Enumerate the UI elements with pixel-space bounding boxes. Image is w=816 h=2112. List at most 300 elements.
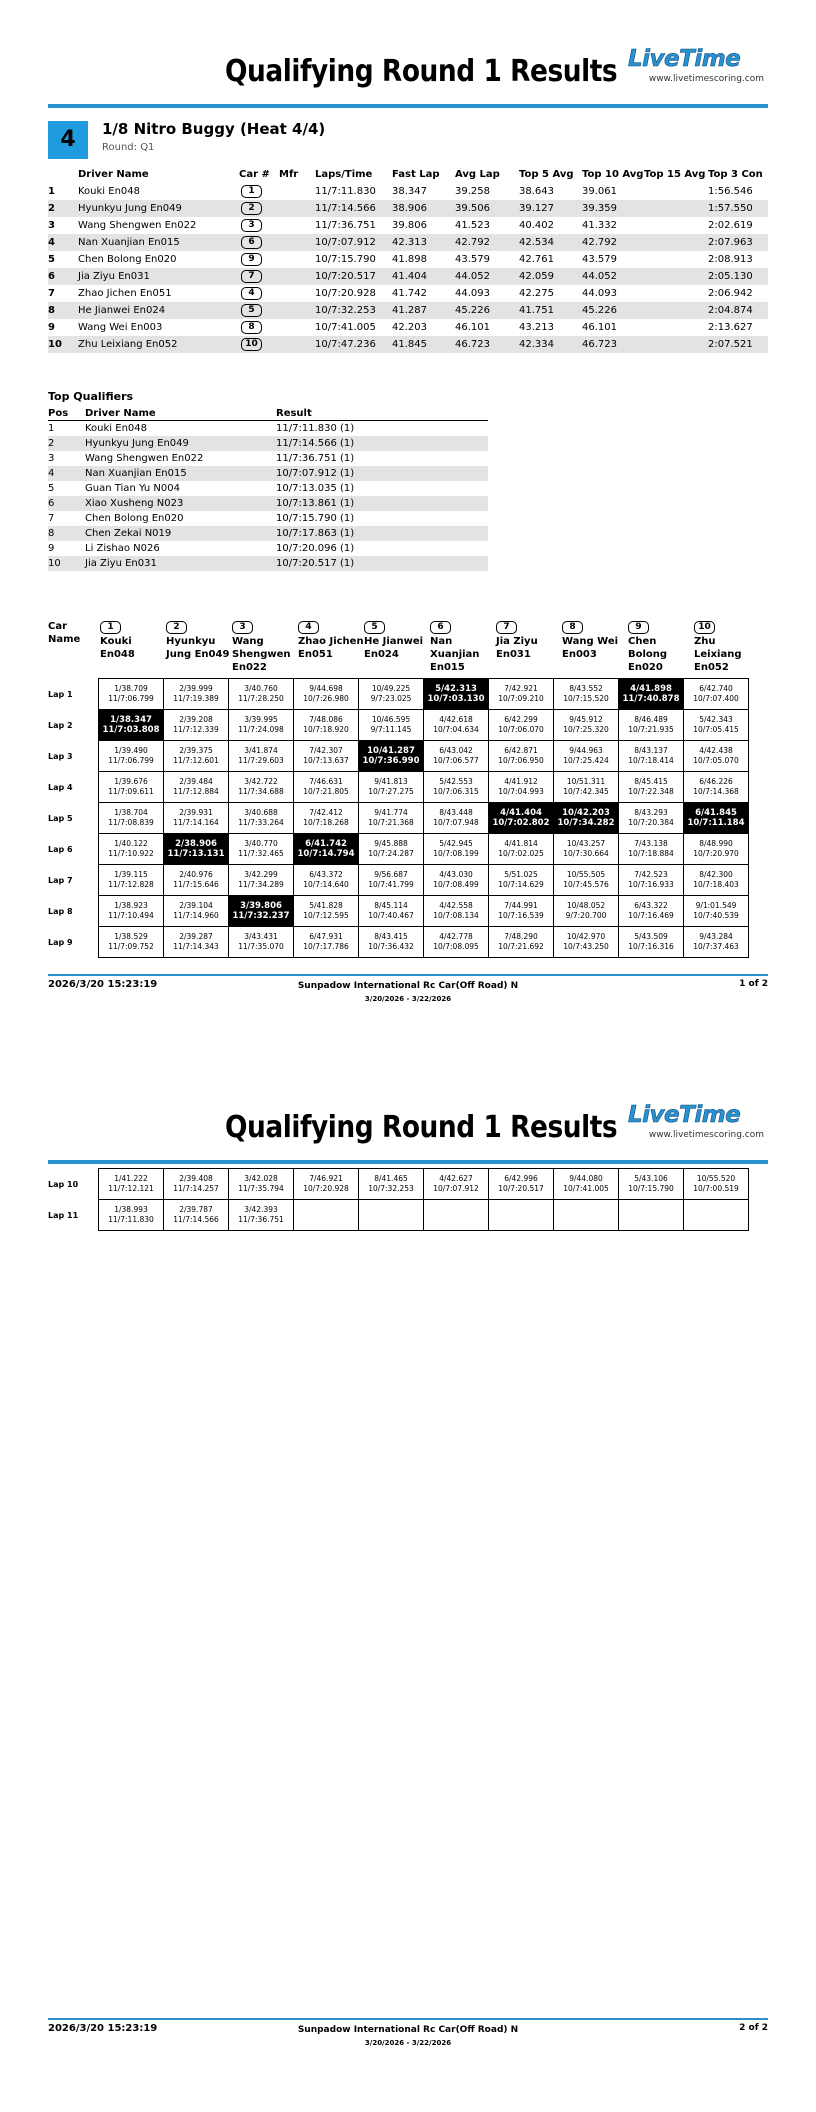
lap-total-time: 11/7:09.611 [108, 787, 154, 796]
lap-cell [619, 896, 684, 927]
lap-cell [359, 834, 424, 865]
lap-cell [684, 927, 749, 958]
logo-url-2: www.livetimescoring.com [648, 1130, 764, 1140]
top-qualifiers-header-0: Pos [48, 406, 85, 421]
results-cell-driver: Wang Wei En003 [78, 322, 163, 333]
lap-cell [554, 1169, 619, 1200]
footer-page-number-2: 2 of 2 [739, 2023, 768, 2033]
lap-time: 6/43.322 [634, 901, 668, 910]
results-cell-fast: 41.287 [392, 302, 455, 319]
results-cell-pos: 3 [48, 220, 55, 231]
footer-event: Sunpadow International Rc Car(Off Road) N [297, 981, 519, 991]
lap-total-time: 9/7:20.700 [565, 911, 607, 920]
lap-total-time: 10/7:15.520 [563, 694, 609, 703]
lap-total-time: 9/7:11.145 [370, 725, 412, 734]
lap-time: 1/41.222 [114, 1174, 148, 1183]
lap-time: 2/39.931 [179, 808, 213, 817]
lap-total-time: 10/7:20.928 [303, 1184, 349, 1193]
results-header-6: Avg Lap [455, 168, 500, 180]
lap-time: 10/48.052 [566, 901, 606, 910]
lap-time: 10/43.257 [566, 839, 606, 848]
top-qualifiers-cell-driver: Guan Tian Yu N004 [85, 483, 180, 494]
top-qualifiers-cell-driver: Chen Bolong En020 [85, 513, 184, 524]
results-cell-top3: 2:13.627 [708, 322, 753, 333]
lap-total-time: 11/7:12.339 [173, 725, 219, 734]
top-qualifiers-row [48, 466, 488, 481]
lap-time: 5/42.343 [699, 715, 733, 724]
lap-cell [619, 1169, 684, 1200]
lap-time: 2/39.104 [179, 901, 213, 910]
results-cell-mfr [279, 217, 315, 234]
top-qualifiers-cell-pos: 1 [48, 423, 55, 434]
top-qualifiers-cell-pos: 7 [48, 513, 55, 524]
lap-cell [489, 741, 554, 772]
lap-cell [294, 927, 359, 958]
results-header-10: Top 3 Con [708, 168, 763, 180]
top-qualifiers-cell-driver: Wang Shengwen En022 [85, 453, 204, 464]
results-cell-mfr [279, 319, 315, 336]
lap-time: 1/38.704 [114, 808, 148, 817]
lap-total-time: 10/7:27.275 [368, 787, 414, 796]
lap-cell [489, 710, 554, 741]
lap-cell [684, 1169, 749, 1200]
results-cell-avg: 43.579 [455, 254, 490, 265]
lap-time: 7/42.921 [504, 684, 538, 693]
results-cell-driver: Zhao Jichen En051 [78, 288, 172, 299]
lap-total-time: 11/7:24.098 [238, 725, 284, 734]
lap-total-time: 10/7:18.920 [303, 725, 349, 734]
lap-cell [424, 1169, 489, 1200]
lap-row [48, 710, 749, 741]
results-cell-laps: 11/7:36.751 [315, 220, 376, 231]
lap-total-time: 10/7:18.414 [628, 756, 674, 765]
lap-time: 8/45.114 [374, 901, 408, 910]
results-cell-avg: 41.523 [455, 220, 490, 231]
lap-time: 3/39.995 [244, 715, 278, 724]
lap-time: 9/44.698 [309, 684, 343, 693]
lap-cell [684, 741, 749, 772]
top-qualifiers-cell-result: 10/7:13.035 (1) [276, 483, 355, 494]
lap-total-time: 11/7:08.839 [108, 818, 154, 827]
results-cell-pos: 9 [48, 322, 55, 333]
lap-total-time: 10/7:06.070 [498, 725, 544, 734]
lap-cell-fastest [424, 679, 489, 710]
results-row [48, 217, 768, 234]
lap-time: 6/42.996 [504, 1174, 538, 1183]
results-cell-car [239, 234, 279, 251]
logo-text: LiveTime [628, 46, 741, 72]
lap-label: Lap 1 [48, 689, 73, 699]
top-qualifiers-row [48, 541, 488, 556]
lap-time: 2/39.208 [179, 715, 213, 724]
lap-total-time: 10/7:36.990 [362, 756, 420, 766]
driver-name: Zhu Leixiang En052 [694, 636, 742, 673]
lap-time: 6/46.226 [699, 777, 733, 786]
lap-cell-fastest [359, 741, 424, 772]
lap-time: 2/39.484 [179, 777, 213, 786]
lap-time: 4/42.558 [439, 901, 473, 910]
results-cell-laps: 11/7:11.830 [315, 186, 376, 197]
results-row [48, 183, 768, 200]
lap-cell [229, 1169, 294, 1200]
results-cell-top5: 42.334 [519, 336, 582, 353]
top-qualifiers-cell-driver: Chen Zekai N019 [85, 526, 276, 541]
lap-total-time: 10/7:12.595 [303, 911, 349, 920]
lap-total-time: 10/7:34.282 [557, 818, 615, 828]
lap-cell [684, 1200, 749, 1231]
lap-cell [164, 1169, 229, 1200]
lap-total-time: 10/7:14.629 [498, 880, 544, 889]
lap-chart-column-header [298, 620, 364, 661]
lap-total-time: 11/7:32.237 [232, 911, 290, 921]
top-qualifiers-cell-driver: Li Zishao N026 [85, 543, 160, 554]
lap-time: 8/41.465 [374, 1174, 408, 1183]
lap-time: 10/41.287 [367, 746, 415, 756]
lap-total-time: 10/7:07.400 [693, 694, 739, 703]
lap-total-time: 10/7:02.802 [492, 818, 550, 828]
lap-cell [359, 1169, 424, 1200]
lap-total-time: 10/7:20.384 [628, 818, 674, 827]
lap-time: 4/42.438 [699, 746, 733, 755]
lap-time: 1/39.490 [114, 746, 148, 755]
top-qualifiers-header-1: Driver Name [85, 406, 276, 421]
lap-time: 3/40.770 [244, 839, 278, 848]
top-qualifiers-cell-pos: 8 [48, 526, 85, 541]
results-header-8: Top 10 Avg [582, 168, 644, 180]
lap-time: 10/42.203 [562, 808, 610, 818]
lap-time: 10/49.225 [371, 684, 411, 693]
lap-label: Lap 6 [48, 844, 73, 854]
results-header-5: Fast Lap [392, 168, 440, 180]
lap-total-time: 10/7:04.634 [433, 725, 479, 734]
lap-total-time: 10/7:13.637 [303, 756, 349, 765]
lap-cell [424, 710, 489, 741]
driver-name: Zhao Jichen En051 [298, 636, 364, 660]
lap-total-time: 10/7:40.539 [693, 911, 739, 920]
lap-time: 6/42.740 [699, 684, 733, 693]
lap-cell [294, 772, 359, 803]
lap-time: 7/42.412 [309, 808, 343, 817]
lap-chart-label: Car Name [48, 621, 81, 645]
lap-total-time: 11/7:14.257 [173, 1184, 219, 1193]
lap-cell [99, 772, 164, 803]
lap-cell [489, 1200, 554, 1231]
lap-cell [99, 1200, 164, 1231]
lap-cell [554, 741, 619, 772]
lap-cell [619, 865, 684, 896]
results-cell-top3: 2:06.942 [708, 288, 753, 299]
results-cell-driver: Wang Shengwen En022 [78, 220, 197, 231]
results-cell-fast: 41.845 [392, 336, 455, 353]
lap-time: 1/38.529 [114, 932, 148, 941]
results-cell-pos: 2 [48, 200, 78, 217]
results-header-2: Car # [239, 168, 270, 180]
results-cell-fast: 41.898 [392, 254, 427, 265]
results-cell-top3: 2:07.521 [708, 336, 768, 353]
lap-cell [489, 896, 554, 927]
lap-time: 7/46.631 [309, 777, 343, 786]
lap-cell [359, 679, 424, 710]
lap-cell [294, 865, 359, 896]
lap-total-time: 10/7:07.912 [433, 1184, 479, 1193]
lap-cell [424, 772, 489, 803]
lap-total-time: 11/7:14.343 [173, 942, 219, 951]
lap-cell-fastest [554, 803, 619, 834]
results-cell-mfr [279, 302, 315, 319]
lap-cell [554, 772, 619, 803]
lap-cell-fastest [229, 896, 294, 927]
results-header-3: Mfr [279, 168, 299, 180]
lap-time: 3/42.299 [244, 870, 278, 879]
top-qualifiers-cell-result: 10/7:20.096 (1) [276, 543, 355, 554]
lap-total-time: 10/7:21.692 [498, 942, 544, 951]
results-cell-avg: 39.258 [455, 186, 490, 197]
lap-cell [684, 710, 749, 741]
car-number-badge: 2 [166, 621, 187, 634]
lap-time: 10/55.520 [696, 1174, 736, 1183]
lap-time: 5/42.945 [439, 839, 473, 848]
lap-cell-fastest [164, 834, 229, 865]
lap-time: 1/38.993 [114, 1205, 148, 1214]
lap-time: 4/42.778 [439, 932, 473, 941]
results-cell-fast: 41.404 [392, 268, 455, 285]
lap-cell [359, 1200, 424, 1231]
results-cell-pos: 8 [48, 302, 78, 319]
lap-time: 4/43.030 [439, 870, 473, 879]
car-number-badge: 7 [496, 621, 517, 634]
lap-label: Lap 10 [48, 1179, 79, 1189]
lap-total-time: 10/7:30.664 [563, 849, 609, 858]
results-cell-laps: 10/7:07.912 [315, 234, 392, 251]
results-header-1: Driver Name [78, 168, 149, 180]
lap-time: 2/40.976 [179, 870, 213, 879]
lap-time: 6/41.742 [305, 839, 347, 849]
footer-event-2: Sunpadow International Rc Car(Off Road) N [297, 2025, 519, 2035]
logo-text-2: LiveTime [628, 1102, 741, 1128]
lap-cell [229, 1200, 294, 1231]
lap-row [48, 834, 749, 865]
top-qualifiers-cell-pos: 2 [48, 436, 85, 451]
results-cell-driver: Kouki En048 [78, 186, 141, 197]
top-qualifiers-cell-driver: Hyunkyu Jung En049 [85, 436, 276, 451]
lap-total-time: 10/7:41.005 [563, 1184, 609, 1193]
lap-total-time: 11/7:14.960 [173, 911, 219, 920]
top-qualifiers-cell-pos: 3 [48, 453, 55, 464]
top-qualifiers-cell-pos: 9 [48, 543, 55, 554]
lap-cell [164, 741, 229, 772]
lap-cell [554, 927, 619, 958]
lap-time: 9/44.080 [569, 1174, 603, 1183]
results-cell-pos: 6 [48, 268, 78, 285]
results-row [48, 336, 768, 353]
header-rule [48, 104, 768, 108]
footer-page-number: 1 of 2 [739, 979, 768, 989]
car-number-badge: 6 [430, 621, 451, 634]
top-qualifiers-cell-result: 11/7:36.751 (1) [276, 453, 355, 464]
results-cell-top15 [644, 302, 708, 319]
lap-cell-fastest [294, 834, 359, 865]
footer-datetime-2: 2026/3/20 15:23:19 [48, 2023, 158, 2034]
results-cell-top15 [644, 251, 708, 268]
lap-cell [164, 803, 229, 834]
lap-total-time: 11/7:12.884 [173, 787, 219, 796]
results-cell-mfr [279, 234, 315, 251]
lap-total-time: 10/7:14.794 [297, 849, 355, 859]
lap-time: 3/43.431 [244, 932, 278, 941]
lap-time: 10/42.970 [566, 932, 606, 941]
lap-time: 5/42.313 [435, 684, 477, 694]
lap-time: 6/43.372 [309, 870, 343, 879]
results-cell-top3: 2:07.963 [708, 234, 768, 251]
results-cell-pos: 5 [48, 254, 55, 265]
lap-total-time: 10/7:08.134 [433, 911, 479, 920]
results-header-9: Top 15 Avg [644, 168, 706, 180]
lap-row [48, 803, 749, 834]
lap-total-time: 10/7:15.790 [628, 1184, 674, 1193]
lap-cell [99, 896, 164, 927]
lap-total-time: 10/7:41.799 [368, 880, 414, 889]
lap-cell [99, 803, 164, 834]
lap-cell [619, 803, 684, 834]
lap-time: 10/55.505 [566, 870, 606, 879]
driver-name: Hyunkyu Jung En049 [166, 636, 230, 660]
lap-total-time: 11/7:34.289 [238, 880, 284, 889]
top-qualifiers-cell-result: 10/7:17.863 (1) [276, 526, 488, 541]
results-cell-avg: 46.101 [455, 322, 490, 333]
lap-total-time: 11/7:19.389 [173, 694, 219, 703]
results-cell-pos: 10 [48, 336, 78, 353]
lap-total-time: 10/7:21.368 [368, 818, 414, 827]
lap-cell [99, 679, 164, 710]
top-qualifiers-cell-driver: Jia Ziyu En031 [85, 556, 276, 571]
heat-number-badge: 4 [48, 121, 88, 159]
lap-time: 4/42.627 [439, 1174, 473, 1183]
lap-total-time: 10/7:05.415 [693, 725, 739, 734]
lap-label: Lap 2 [48, 720, 73, 730]
results-cell-top10: 44.093 [582, 288, 617, 299]
lap-time: 2/38.906 [175, 839, 217, 849]
lap-time: 2/39.999 [179, 684, 213, 693]
top-qualifiers-row [48, 436, 488, 451]
lap-cell [359, 896, 424, 927]
lap-time: 10/51.311 [566, 777, 606, 786]
lap-total-time: 11/7:14.566 [173, 1215, 219, 1224]
top-qualifiers-cell-pos: 6 [48, 496, 85, 511]
footer-dates: 3/20/2026 - 3/22/2026 [364, 995, 452, 1003]
lap-time: 4/41.912 [504, 777, 538, 786]
results-cell-top10: 45.226 [582, 302, 644, 319]
livetime-logo-2 [628, 1102, 770, 1140]
results-cell-top10: 39.061 [582, 186, 617, 197]
top-qualifiers-cell-pos: 5 [48, 483, 55, 494]
lap-cell [294, 803, 359, 834]
results-cell-driver: Nan Xuanjian En015 [78, 234, 239, 251]
results-cell-top5: 42.534 [519, 234, 582, 251]
lap-time: 5/51.025 [504, 870, 538, 879]
results-cell-laps: 11/7:14.566 [315, 200, 392, 217]
lap-chart-column-header [100, 620, 166, 661]
lap-cell [99, 927, 164, 958]
lap-cell [229, 834, 294, 865]
logo-url: www.livetimescoring.com [648, 74, 764, 84]
results-cell-avg: 44.093 [455, 288, 490, 299]
lap-time: 3/39.806 [240, 901, 282, 911]
results-cell-fast: 39.806 [392, 220, 427, 231]
lap-chart-column-header [232, 620, 298, 674]
results-cell-car [239, 217, 279, 234]
lap-time: 6/47.931 [309, 932, 343, 941]
top-qualifiers-row [48, 496, 488, 511]
lap-row [48, 927, 749, 958]
lap-total-time: 11/7:03.808 [102, 725, 160, 735]
lap-cell [294, 741, 359, 772]
lap-cell [424, 927, 489, 958]
lap-cell [489, 772, 554, 803]
results-row [48, 234, 768, 251]
results-cell-top15 [644, 319, 708, 336]
lap-row [48, 1169, 749, 1200]
lap-cell [164, 865, 229, 896]
results-header-0 [48, 166, 78, 183]
lap-chart-column-header [430, 620, 496, 674]
lap-time: 5/41.828 [309, 901, 343, 910]
lap-total-time: 10/7:11.184 [687, 818, 745, 828]
results-cell-top5: 38.643 [519, 186, 554, 197]
lap-cell [684, 865, 749, 896]
results-cell-car [239, 183, 279, 200]
top-qualifiers-cell-result: 10/7:15.790 (1) [276, 513, 355, 524]
car-number-badge: 6 [241, 236, 262, 249]
footer-rule [48, 974, 768, 976]
lap-total-time: 10/7:26.980 [303, 694, 349, 703]
lap-time: 9/56.687 [374, 870, 408, 879]
results-cell-top15 [644, 200, 708, 217]
lap-time: 3/40.760 [244, 684, 278, 693]
lap-cell [164, 772, 229, 803]
lap-chart-table-continued [48, 1168, 749, 1231]
lap-time: 5/43.509 [634, 932, 668, 941]
results-cell-top10: 42.792 [582, 234, 644, 251]
lap-cell-fastest [684, 803, 749, 834]
car-number-badge: 7 [241, 270, 262, 283]
results-cell-laps: 10/7:20.517 [315, 268, 392, 285]
results-cell-car [239, 268, 279, 285]
results-cell-top15 [644, 268, 708, 285]
lap-total-time: 10/7:06.950 [498, 756, 544, 765]
lap-time: 1/38.709 [114, 684, 148, 693]
lap-time: 5/43.106 [634, 1174, 668, 1183]
lap-label: Lap 9 [48, 937, 73, 947]
lap-total-time: 10/7:14.640 [303, 880, 349, 889]
lap-cell [99, 1169, 164, 1200]
lap-time: 6/41.845 [695, 808, 737, 818]
lap-time: 8/43.293 [634, 808, 668, 817]
top-qualifiers-row [48, 556, 488, 571]
results-cell-top15 [644, 217, 708, 234]
results-cell-top3: 2:08.913 [708, 254, 753, 265]
lap-time: 2/39.287 [179, 932, 213, 941]
lap-total-time: 10/7:16.933 [628, 880, 674, 889]
lap-chart-header [48, 620, 768, 676]
results-row [48, 319, 768, 336]
results-cell-driver: Hyunkyu Jung En049 [78, 200, 239, 217]
lap-chart-table [48, 678, 749, 958]
lap-time: 4/41.814 [504, 839, 538, 848]
lap-chart-column-header [694, 620, 760, 674]
top-qualifiers-row [48, 526, 488, 541]
results-cell-fast: 38.347 [392, 186, 427, 197]
lap-cell [489, 865, 554, 896]
